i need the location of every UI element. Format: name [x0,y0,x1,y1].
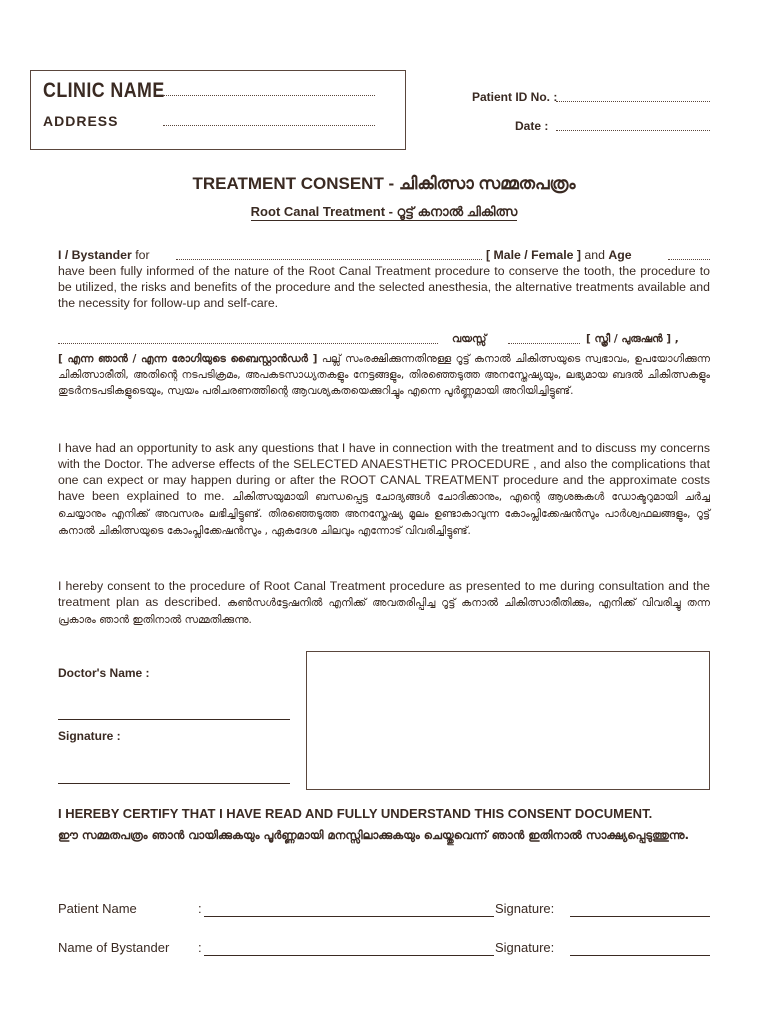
patient-signature-label: Signature: [495,901,555,916]
certify-english: I HEREBY CERTIFY THAT I HAVE READ AND FULLY UNDERSTAND THIS CONSENT DOCUMENT. [58,806,653,821]
gender-label: [ Male / Female ] [486,248,581,262]
patient-name-colon: : [198,901,202,916]
gender-age-line [486,247,716,263]
section4-english: I hereby consent to the procedure of Root Canal Treatment procedure as presented to me during consultation and the treatment plan as described. [58,579,710,609]
name-field[interactable] [176,259,482,260]
doctor-signature-label: Signature : [58,729,121,743]
patient-id-label: Patient ID No. : [472,90,558,104]
patient-signature-field[interactable] [570,916,710,917]
section3-english: I have had an opportunity to ask any questions that I have in connection with the treatment and to discuss my concerns with the Doctor. The adverse effects of the SELECTED ANAESTHETIC PROCEDURE , and also the complications that one can expect or may happen during or after the ROOT CANAL TREATMENT procedure and the approximate costs have been explained to me. [58,441,710,503]
bystander-signature-field[interactable] [570,955,710,956]
clinic-name-field[interactable] [163,95,375,96]
bystander-signature-label: Signature: [495,940,555,955]
certify-malayalam: ഈ സമ്മതപത്രം ഞാൻ വായിക്കുകയും പൂർണ്ണമായി മനസ്സിലാക്കുകയും ചെയ്തുവെന്ന് ഞാൻ ഇതിനാൽ സാക്ഷ്യപ്പെടുത്തുന്നു. [58,828,689,842]
age-label: Age [608,248,632,262]
document-title: TREATMENT CONSENT - ചികിത്സാ സമ്മതപത്രം [192,174,576,193]
address-field[interactable] [163,125,375,126]
doctor-name-label: Doctor's Name : [58,666,150,680]
section1-text: have been fully informed of the nature of the Root Canal Treatment procedure to conserve the tooth, the procedure to be utilized, the risks and benefits of the procedure and the selected anesthesia, the alternative treatments available and the necessity for follow-up and self-care. [58,264,710,310]
bystander-label: I / Bystander [58,248,132,262]
age-field[interactable] [668,259,710,260]
section4-malayalam: കൺസൾട്ടേഷനിൽ എനിക്ക് അവതരിപ്പിച്ച റൂട്ട് കനാൽ ചികിത്സാരീതിക്കും, എനിക്ക് വിവരിച്ചു തന്ന പ്രകാരം ഞാൻ ഇതിനാൽ സമ്മതിക്കുന്നു. [58,597,710,626]
section2-body: പല്ല് സംരക്ഷിക്കുന്നതിനുള്ള റൂട്ട് കനാൽ ചികിത്സയുടെ സ്വഭാവം, ഉപയോഗിക്കുന്ന ചികിത്സാരീതി, അതിന്റെ നടപടിക്രമം, അപകടസാധ്യതകളും നേട്ടങ്ങളും, തിരഞ്ഞെടുത്ത അനസ്തേഷ്യയും, ലഭ്യമായ ബദൽ ചികിത്സകളും തുടർനടപടികളുടെയും, സ്വയം പരിചരണത്തിന്റെ ആവശ്യകതയെക്കുറിച്ചും എന്നെ പൂർണ്ണമായി അറിയിച്ചിട്ടുണ്ട്. [58,353,710,397]
date-field[interactable] [556,130,710,131]
ml-name-field[interactable] [58,343,438,344]
clinic-address: ADDRESS [43,113,119,129]
bystander-name-colon: : [198,940,202,955]
clinic-name: CLINIC NAME [43,79,165,102]
section2-text [58,351,710,399]
clinic-header-box [30,70,406,150]
subtitle-text: Root Canal Treatment - റൂട്ട് കനാൽ ചികിത്സ [250,204,518,219]
patient-id-field[interactable] [556,101,710,102]
ml-age-field[interactable] [508,343,580,344]
ml-age-label: വയസ്സ് [452,333,487,345]
ml-bystander-lead: [ എന്ന ഞാൻ / എന്ന രോഗിയുടെ ബൈസ്റ്റാൻഡർ ] [58,353,318,365]
date-label: Date : [515,119,549,133]
and-label: and [584,248,605,262]
document-subtitle [0,204,768,220]
section3-malayalam: ചികിത്സയുമായി ബന്ധപ്പെട്ട ചോദ്യങ്ങൾ ചോദിക്കാനും, എന്റെ ആശങ്കകൾ ഡോക്ടറുമായി ചർച്ച ചെയ്യാനും എനിക്ക് അവസരം ലഭിച്ചിട്ടുണ്ട്. തിരഞ്ഞെടുത്ത അനസ്തേഷ്യ മൂലം ഉണ്ടാകാവുന്ന കോംപ്ലിക്കേഷൻസും പാർശ്വഫലങ്ങളും, റൂട്ട് കനാൽ ചികിത്സയുടെ കോംപ്ലിക്കേഷൻസും , ഏകദേശ ചിലവും എന്നോട് വിവരിച്ചിട്ടുണ്ട്. [58,491,711,537]
section4-text [58,578,710,628]
section3-text [58,440,710,539]
doctor-name-field[interactable] [58,719,290,720]
patient-name-field[interactable] [204,916,494,917]
for-label: for [135,248,150,262]
stamp-box[interactable] [306,651,710,790]
bystander-name-label: Name of Bystander [58,940,170,955]
bystander-name-field[interactable] [204,955,494,956]
patient-name-label: Patient Name [58,901,137,916]
doctor-signature-field[interactable] [58,783,290,784]
ml-gender-label: [ സ്ത്രീ / പുരുഷൻ ] , [586,333,679,345]
